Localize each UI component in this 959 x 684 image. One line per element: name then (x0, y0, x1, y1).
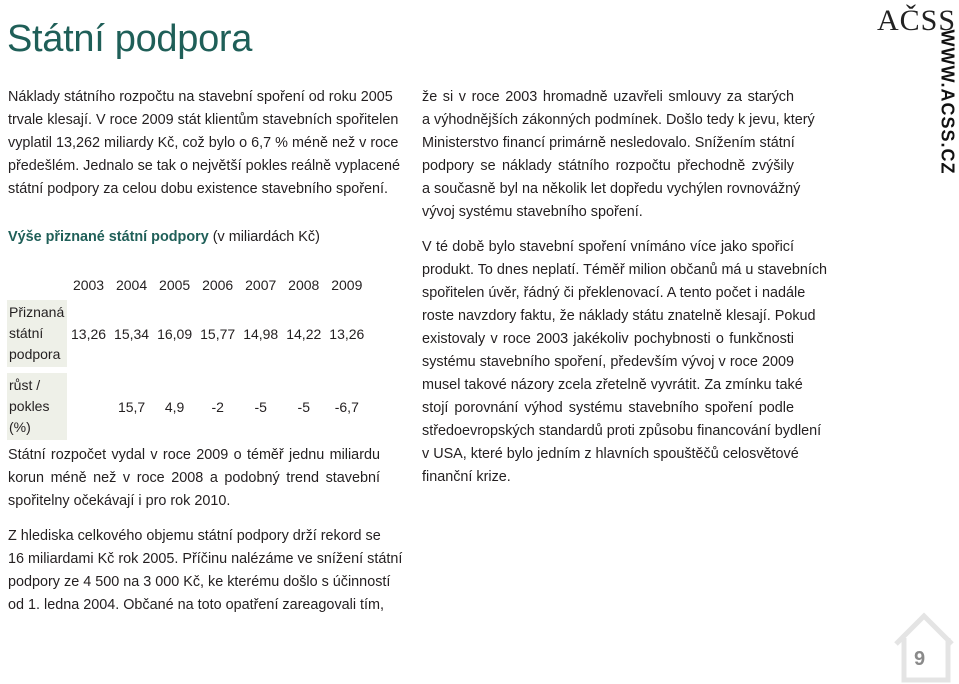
text-line: V té době bylo stavební spoření vnímáno více jako spořicí (422, 239, 794, 255)
table-row-support (7, 300, 368, 367)
text-line: od 1. ledna 2004. Občané na toto opatření zareagovali tím, (8, 597, 385, 613)
value-cell: 16,09 (157, 325, 193, 342)
text-line: podpory se náklady státního rozpočtu přechodně zvýšily (422, 158, 794, 174)
value-cell: 15,34 (114, 325, 150, 342)
value-cell: 4,9 (164, 398, 185, 415)
value-cell: 15,77 (200, 325, 236, 342)
intro-paragraph (8, 86, 400, 201)
table-row-growth (7, 373, 368, 440)
table-caption-bold: Výše přiznané státní podpory (8, 229, 209, 245)
vertical-site-url (934, 29, 959, 175)
text-line: spořitelen úvěr, řádný či překlenovací. A tento počet i nadále (422, 285, 806, 301)
text-line: Státní rozpočet vydal v roce 2009 o téměř jednu miliardu (8, 447, 380, 463)
text-line: že si v roce 2003 hromadně uzavřeli smlouvy za starých (422, 89, 794, 105)
house-outline-icon (892, 608, 956, 684)
state-support-table (7, 270, 368, 440)
row-label-support: Přiznaná státní podpora (7, 300, 67, 367)
right-paragraph-1 (422, 86, 815, 224)
value-cell: -5 (254, 398, 267, 415)
page-number: 9 (914, 648, 926, 670)
budget-paragraph (8, 444, 380, 513)
text-line: a výhodnějších zákonných podmínek. Došlo tedy k jevu, který (422, 112, 815, 128)
year-cell: 2006 (202, 277, 234, 293)
site-url-text: WWW.ACSS.CZ (937, 29, 958, 175)
value-cell: 15,7 (117, 398, 146, 415)
value-cell: 14,22 (286, 325, 322, 342)
text-line: 16 miliardami Kč rok 2005. Příčinu nalézáme ve snížení státní (8, 551, 403, 567)
text-line: produkt. To dnes neplatí. Téměř milion občanů má u stavebních (422, 262, 828, 278)
value-cell: 14,98 (243, 325, 279, 342)
year-cell: 2007 (245, 277, 277, 293)
text-line: předešlém. Jednalo se tak o největší pokles reálně vyplacené (8, 158, 400, 174)
record-paragraph (8, 525, 403, 617)
text-line: roste navzdory faktu, že náklady státu znatelně klesají. Pokud (422, 308, 816, 324)
text-line: systému stavebního spoření, především vývoj v roce 2009 (422, 354, 794, 370)
value-cell: -5 (297, 398, 310, 415)
text-line: korun méně než v roce 2008 a podobný trend stavební (8, 470, 380, 486)
table-caption-unit: (v miliardách Kč) (208, 229, 320, 245)
value-cell: 13,26 (71, 325, 107, 342)
value-cell: 13,26 (329, 325, 365, 342)
year-cell: 2005 (159, 277, 191, 293)
table-header-row (7, 270, 368, 300)
text-line: podpory ze 4 500 na 3 000 Kč, ke kterému došlo s účinností (8, 574, 391, 590)
value-cell (67, 373, 110, 440)
text-line: a současně byl na několik let dopředu vychýlen rovnovážný (422, 181, 801, 197)
text-line: vývoj systému stavebního spoření. (422, 204, 643, 220)
text-line: spořitelny očekávají i pro rok 2010. (8, 493, 231, 509)
year-cell: 2009 (331, 277, 363, 293)
text-line: státní podpory za celou dobu existence stavebního spoření. (8, 181, 389, 197)
row-label-growth: růst / pokles (%) (7, 373, 67, 440)
text-line: Z hlediska celkového objemu státní podpory drží rekord se (8, 528, 381, 544)
text-line: stojí porovnání výhod systému stavebního spoření podle (422, 400, 794, 416)
text-line: vyplatil 13,262 miliardy Kč, což bylo o 6,7 % méně než v roce (8, 135, 399, 151)
table-caption (8, 229, 320, 245)
right-paragraph-2 (422, 236, 828, 489)
page-title: Státní podpora (7, 18, 253, 60)
year-cell: 2008 (288, 277, 320, 293)
value-cell: -6,7 (334, 398, 359, 415)
text-line: trvale klesají. V roce 2009 stát klientům stavebních spořitelen (8, 112, 399, 128)
text-line: Ministerstvo financí primárně nesledovalo. Snížením státní (422, 135, 795, 151)
logo-text: AČSS (877, 4, 957, 37)
year-cell: 2004 (115, 277, 148, 293)
text-line: existovaly v roce 2003 jakékoliv pochybnosti o funkčnosti (422, 331, 794, 347)
text-line: Náklady státního rozpočtu na stavební spoření od roku 2005 (8, 89, 393, 105)
year-cell: 2003 (72, 277, 105, 293)
text-line: středoevropských standardů proti způsobu financování bydlení (422, 423, 822, 439)
text-line: v USA, které bylo jedním z hlavních spouštěčů celosvětové (422, 446, 799, 462)
text-line: musel takové názory zcela zřetelně vyvrátit. Za zmínku také (422, 377, 803, 393)
text-line: finanční krize. (422, 469, 511, 485)
value-cell: -2 (211, 398, 224, 415)
